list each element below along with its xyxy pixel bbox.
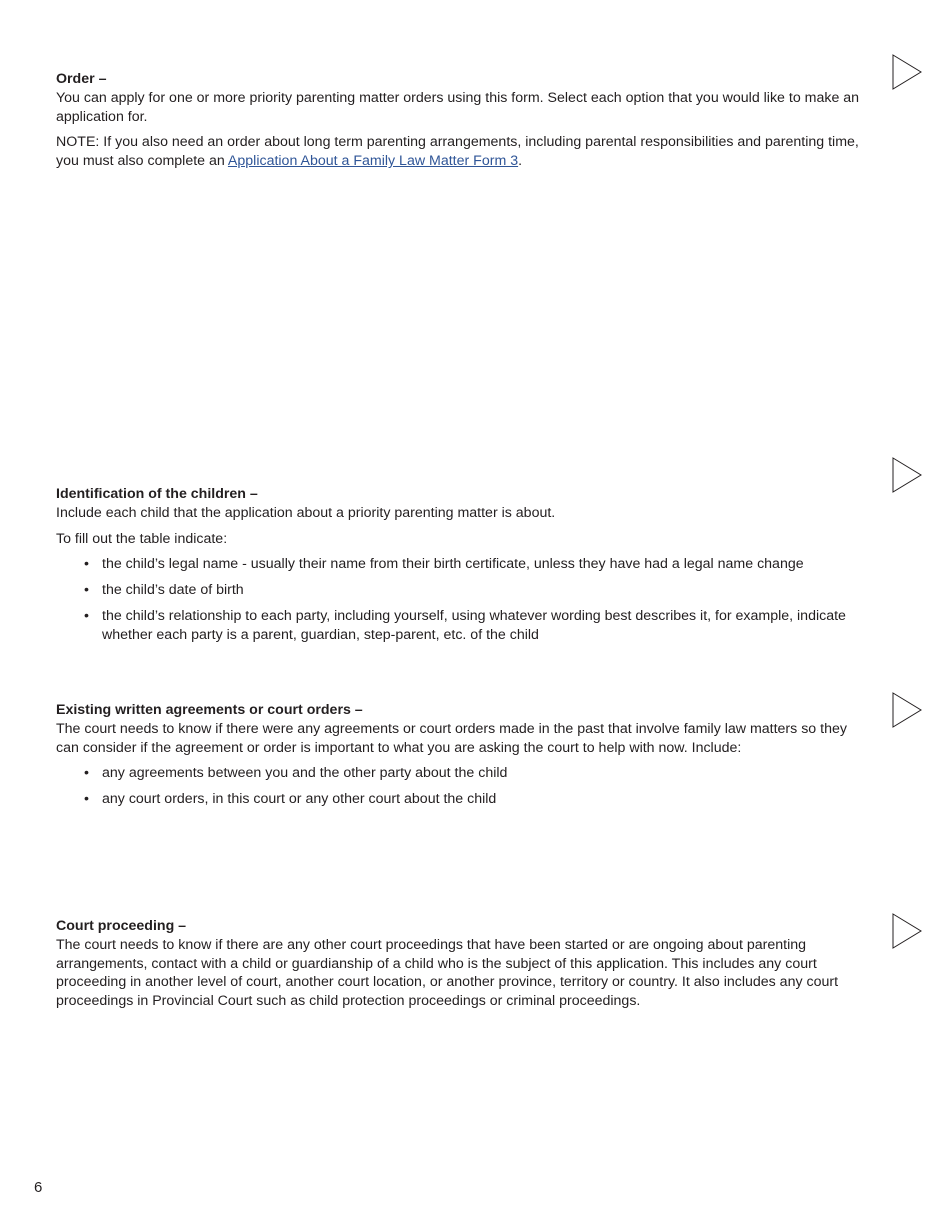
list-item-text: the child’s legal name - usually their name from their birth certificate, unless they have had a legal name change [102, 556, 804, 573]
page-number: 6 [34, 1179, 43, 1196]
list-item [56, 581, 864, 600]
proceeding-section [56, 917, 864, 1018]
agreements-section [56, 701, 864, 816]
order-section [56, 70, 864, 178]
play-arrow-icon [892, 692, 922, 728]
bullet-icon: • [84, 607, 89, 624]
agreements-heading: Existing written agreements or court orders – [56, 702, 363, 718]
list-item [56, 555, 864, 574]
list-item [56, 764, 864, 783]
children-section [56, 485, 864, 652]
play-arrow-icon [892, 457, 922, 493]
proceeding-heading: Court proceeding – [56, 918, 187, 934]
order-note-end: . [518, 153, 523, 170]
agreements-bullet-list [56, 764, 864, 809]
bullet-icon: • [84, 791, 89, 808]
bullet-icon: • [84, 556, 89, 573]
form-3-link[interactable]: Application About a Family Law Matter Form 3 [227, 153, 519, 170]
play-arrow-icon [892, 54, 922, 90]
bullet-icon: • [84, 765, 89, 782]
order-note-text: NOTE: If you also need an order about long term parenting arrangements, including parental responsibilities and parenting time, you must also complete an [56, 134, 859, 170]
list-item-text: any agreements between you and the other party about the child [102, 765, 508, 782]
children-intro: To fill out the table indicate: [56, 530, 228, 547]
proceeding-description: The court needs to know if there are any other court proceedings that have been started or are ongoing about parenting arrangements, contact with a child or guardianship of a child who is the subject of this application. This includes any court proceeding in another level of court, another court location, or another province, territory or country. It also includes any court proceedings in Provincial Court such as child protection proceedings or criminal proceedings. [56, 936, 839, 1010]
list-item [56, 607, 864, 645]
list-item-text: the child’s relationship to each party, including yourself, using whatever wording best describes it, for example, indicate whether each party is a parent, guardian, step-parent, etc. of the child [102, 607, 846, 643]
agreements-description: The court needs to know if there were any agreements or court orders made in the past that involve family law matters so they can consider if the agreement or order is important to what you are asking the court to help with now. Include: [56, 720, 847, 756]
children-description: Include each child that the application about a priority parenting matter is about. [56, 504, 556, 521]
list-item-text: any court orders, in this court or any other court about the child [102, 791, 497, 808]
play-arrow-icon [892, 913, 922, 949]
order-note [56, 133, 864, 171]
children-bullet-list [56, 555, 864, 644]
list-item-text: the child’s date of birth [102, 582, 244, 599]
order-heading: Order – [56, 71, 107, 87]
children-heading: Identification of the children – [56, 486, 258, 502]
bullet-icon: • [84, 582, 89, 599]
order-description: You can apply for one or more priority parenting matter orders using this form. Select each option that you would like to make an application for. [56, 89, 860, 125]
list-item [56, 790, 864, 809]
